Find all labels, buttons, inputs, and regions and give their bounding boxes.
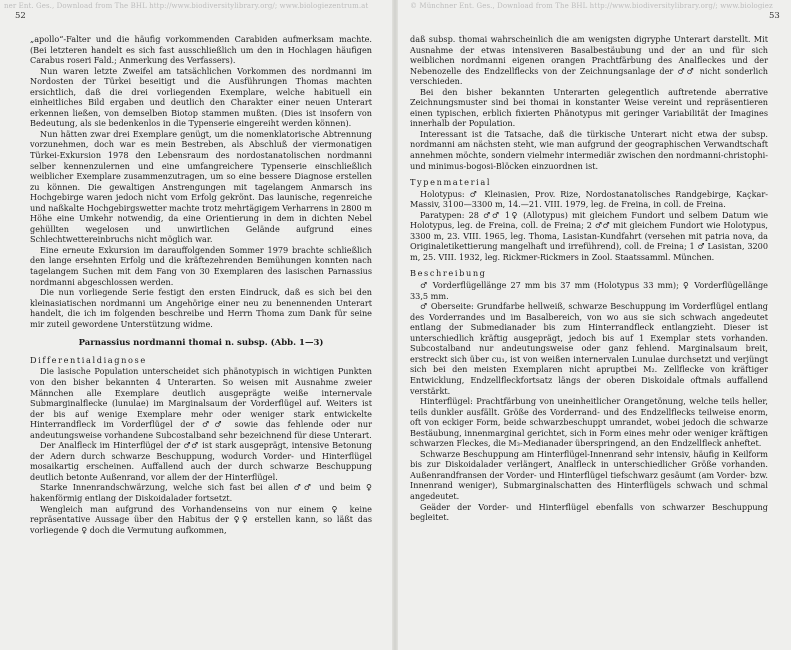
page-number: 52 xyxy=(15,11,26,21)
paragraph: Paratypen: 28 ♂♂ 1♀ (Allotypus) mit gleichem Fundort und selbem Datum wie Holotypus, leg. de Freina, coll. de Freina; 2 ♂♂ mit gleichem Fundort wie Holotypus, 3300 m, 23. VIII. 1965, leg. Thoma, Lasistan-Kundfahrt (versehen mit patria nova, da Originaletikettierung mangelhaft und irreführend), coll. de Freina; 1 ♂ Lasistan, 3200 m, 25. VIII. 1932, leg. Rickmer-Rickmers in Zool. Staatssamml. München. xyxy=(410,209,768,262)
paragraph: Schwarze Beschuppung am Hinterflügel-Innenrand sehr intensiv, häufig in Keilform bis zur Diskoidalader verlängert, Analfleck in unterschiedlicher Größe vorhanden. Außenrandfransen der Vorder- und Hinterflügel tiefschwarz gesäumt (am Vorder- bzw. Innenrand weniger), Submarginalschatten des Hinterflügels schwach und schmal angedeutet. xyxy=(410,448,768,501)
paragraph: Interessant ist die Tatsache, daß die türkische Unterart nicht etwa der subsp. nordmanni am nächsten steht, wie man aufgrund der geographischen Verwandtschaft annehmen möchte, sondern vielmehr intermediär zwischen den nordmanni-christophi- und minimus-bogosi-Blöcken einzuordnen ist. xyxy=(410,128,768,171)
paragraph: „apollo“-Falter und die häufig vorkommenden Carabiden aufmerksam machte. (Bei letzteren handelt es sich fast ausschließlich um den in Hochlagen häufigen Carabus roseri Fald.; Anmerkung des Verfassers). xyxy=(30,34,372,66)
paragraph: Geäder der Vorder- und Hinterflügel ebenfalls von schwarzer Beschuppung begleitet. xyxy=(410,501,768,523)
paragraph: Nun waren letzte Zweifel am tatsächlichen Vorkommen des nordmanni im Nordosten der Türkei beseitigt und die Ausführungen Thomas machten ersichtlich, daß die drei vorliegenden Exemplare, welche habituell ein einheitliches Bild ergaben und deutlich den Charakter einer neuen Unterart erkennen ließen, von demselben Biotop stammen mußten. (Dies ist insofern von Bedeutung, als sie bedenkenlos in die Typenserie eingereiht werden können). xyxy=(30,65,372,129)
paragraph: Nun hätten zwar drei Exemplare genügt, um die nomenklatorische Abtrennung vorzunehmen, doch war es mein Bestreben, als Abschluß der viermonatigen Türkei-Exkursion 1978 den Lebensraum des nordostanatolischen nordmanni selber kennenzulernen und eine umfangreichere Typenserie einschließlich weiblicher Exemplare zusammenzutragen, um so eine bessere Diagnose erstellen zu können. Die gewaltigen Anstrengungen mit tagelangem Anmarsch ins Hochgebirge waren jedoch nicht vom Erfolg gekrönt. Das launische, regenreiche und naßkalte Hochgebirgswetter machte trotz mehrtägigem Verharrens in 2800 m Höhe eine Umkehr notwendig, da eine Orientierung in dem in dichten Nebel gehüllten wegelosen und unwirtlichen Gelände aufgrund eines Schlechtwettereinbruchs nicht möglich war. xyxy=(30,128,372,245)
paragraph: Starke Innenrandschwärzung, welche sich fast bei allen ♂♂ und beim ♀ hakenförmig entlang der Diskoidalader fortsetzt. xyxy=(30,482,372,503)
subsection-heading: Beschreibung xyxy=(410,268,487,279)
paragraph: Holotypus: ♂ Kleinasien, Prov. Rize, Nordostanatolisches Randgebirge, Kaçkar-Massiv, 3100—3300 m, 14.—21. VIII. 1979, leg. de Freina, in coll. de Freina. xyxy=(410,188,768,210)
paragraph: ♂ Vorderflügellänge 27 mm bis 37 mm (Holotypus 33 mm); ♀ Vorderflügellänge 33,5 mm. xyxy=(410,280,768,301)
left-page xyxy=(0,0,392,650)
paragraph: Eine erneute Exkursion im darauffolgenden Sommer 1979 brachte schließlich den lange ersehnten Erfolg und die kräftezehrenden Bemühungen konnten nach tagelangem Suchen mit dem Fang von 30 Exemplaren des lasischen Parnassius nordmanni abgeschlossen werden. xyxy=(30,244,372,287)
page-number: 53 xyxy=(769,11,780,21)
paragraph: Die nun vorliegende Serie festigt den ersten Eindruck, daß es sich bei den kleinasiatischen nordmanni um Angehörige einer neu zu benennenden Unterart handelt, die ich im folgenden beschreibe und Herrn Thoma zum Dank für seine mir zuteil gewordene Unterstützung widme. xyxy=(30,287,372,329)
paragraph: daß subsp. thomai wahrscheinlich die am wenigsten digryphe Unterart darstellt. Mit Ausnahme der etwas intensiveren Basalbestäubung und der an und für sich weiblichen nordmanni eigenen orangen Prachtfärbung des Analfleckes und der Nebenozelle des Endzellflecks von der Zeichnungsanlage der ♂♂ nicht sonderlich verschieden. xyxy=(410,34,768,87)
section-title: Parnassius nordmanni thomai n. subsp. (Abb. 1—3) xyxy=(78,338,324,349)
text-column xyxy=(410,34,768,523)
paragraph: Die lasische Population unterscheidet sich phänotypisch in wichtigen Punkten von den bisher bekannten 4 Unterarten. So weisen mit Ausnahme zweier Männchen alle Exemplare deutlich ausgeprägte weiße internervale Submarginalflecke (lunulae) im Marginalsaum der Vorderflügel auf. Weiters ist der bis auf wenige Exemplare mehr oder weniger stark entwickelte Hinterrandfleck im Vorderflügel der ♂♂ sowie das fehlende oder nur andeutungsweise vorhandene Subcostalband sehr bezeichnend für diese Unterart. xyxy=(30,366,372,440)
paragraph: Der Analfleck im Hinterflügel der ♂♂ ist stark ausgeprägt, intensive Betonung der Adern durch schwarze Beschuppung, wodurch Vorder- und Hinterflügel mosaikartig erscheinen. Auffallend auch der durch schwarze Beschuppung deutlich betonte Außenrand, vor allem der der Hinterflügel. xyxy=(30,440,372,482)
subsection-heading: Typenmaterial xyxy=(410,177,492,188)
paragraph: ♂ Oberseite: Grundfarbe hellweiß, schwarze Beschuppung im Vorderflügel entlang des Vorderrandes und im Basalbereich, von wo aus sie sich schwach angedeutet entlang der Submedianader bis zum Hinterrandfleck entlangzieht. Dieser ist unterschiedlich kräftig ausgeprägt, jedoch bis auf 1 Exemplar stets vorhanden. Subcostalband nur andeutungsweise oder ganz fehlend. Marginalsaum breit, erstreckt sich über cu₁, ist von weißen internervalen Lunulae durchsetzt und verjüngt sich bei den meisten Exemplaren nicht apruptbei M₂. Zellflecke von kräftiger Entwicklung, Endzellfleckfortsatz längs der oberen Diskoidale oftmals auffallend verstärkt. xyxy=(410,301,768,396)
watermark: © Münchner Ent. Ges., Download from The BHL http://www.biodiversitylibrary.org/; www.biologiez xyxy=(410,2,773,10)
right-page xyxy=(398,0,791,650)
watermark: ner Ent. Ges., Download from The BHL http://www.biodiversitylibrary.org/; www.biologiezentrum.at xyxy=(4,2,369,10)
text-column xyxy=(30,34,372,535)
subsection-heading: Differentialdiagnose xyxy=(30,354,147,365)
paragraph: Wengleich man aufgrund des Vorhandenseins von nur einem ♀ keine repräsentative Aussage über den Habitus der ♀♀ erstellen kann, so läßt das vorliegende ♀ doch die Vermutung aufkommen, xyxy=(30,503,372,535)
paragraph: Bei den bisher bekannten Unterarten gelegentlich auftretende aberrative Zeichnungsmuster sind bei thomai in konstanter Weise vereint und repräsentieren einen typischen, erblich fixierten Phänotypus mit geringer Variabilität der Imagines innerhalb der Population. xyxy=(410,86,768,129)
paragraph: Hinterflügel: Prachtfärbung von uneinheitlicher Orangetönung, welche teils heller, teils dunkler ausfällt. Größe des Vorderrand- und des Endzellflecks teilweise enorm, oft von eckiger Form, beide schwarzbeschuppt umrandet, wobei jedoch die schwarze Bestäubung, innenmarginal gerichtet, sich in Form eines mehr oder weniger kräftigen schwarzen Fleckes, die M₃-Medianader überspringend, an den Endzellfleck anheftet. xyxy=(410,396,768,449)
